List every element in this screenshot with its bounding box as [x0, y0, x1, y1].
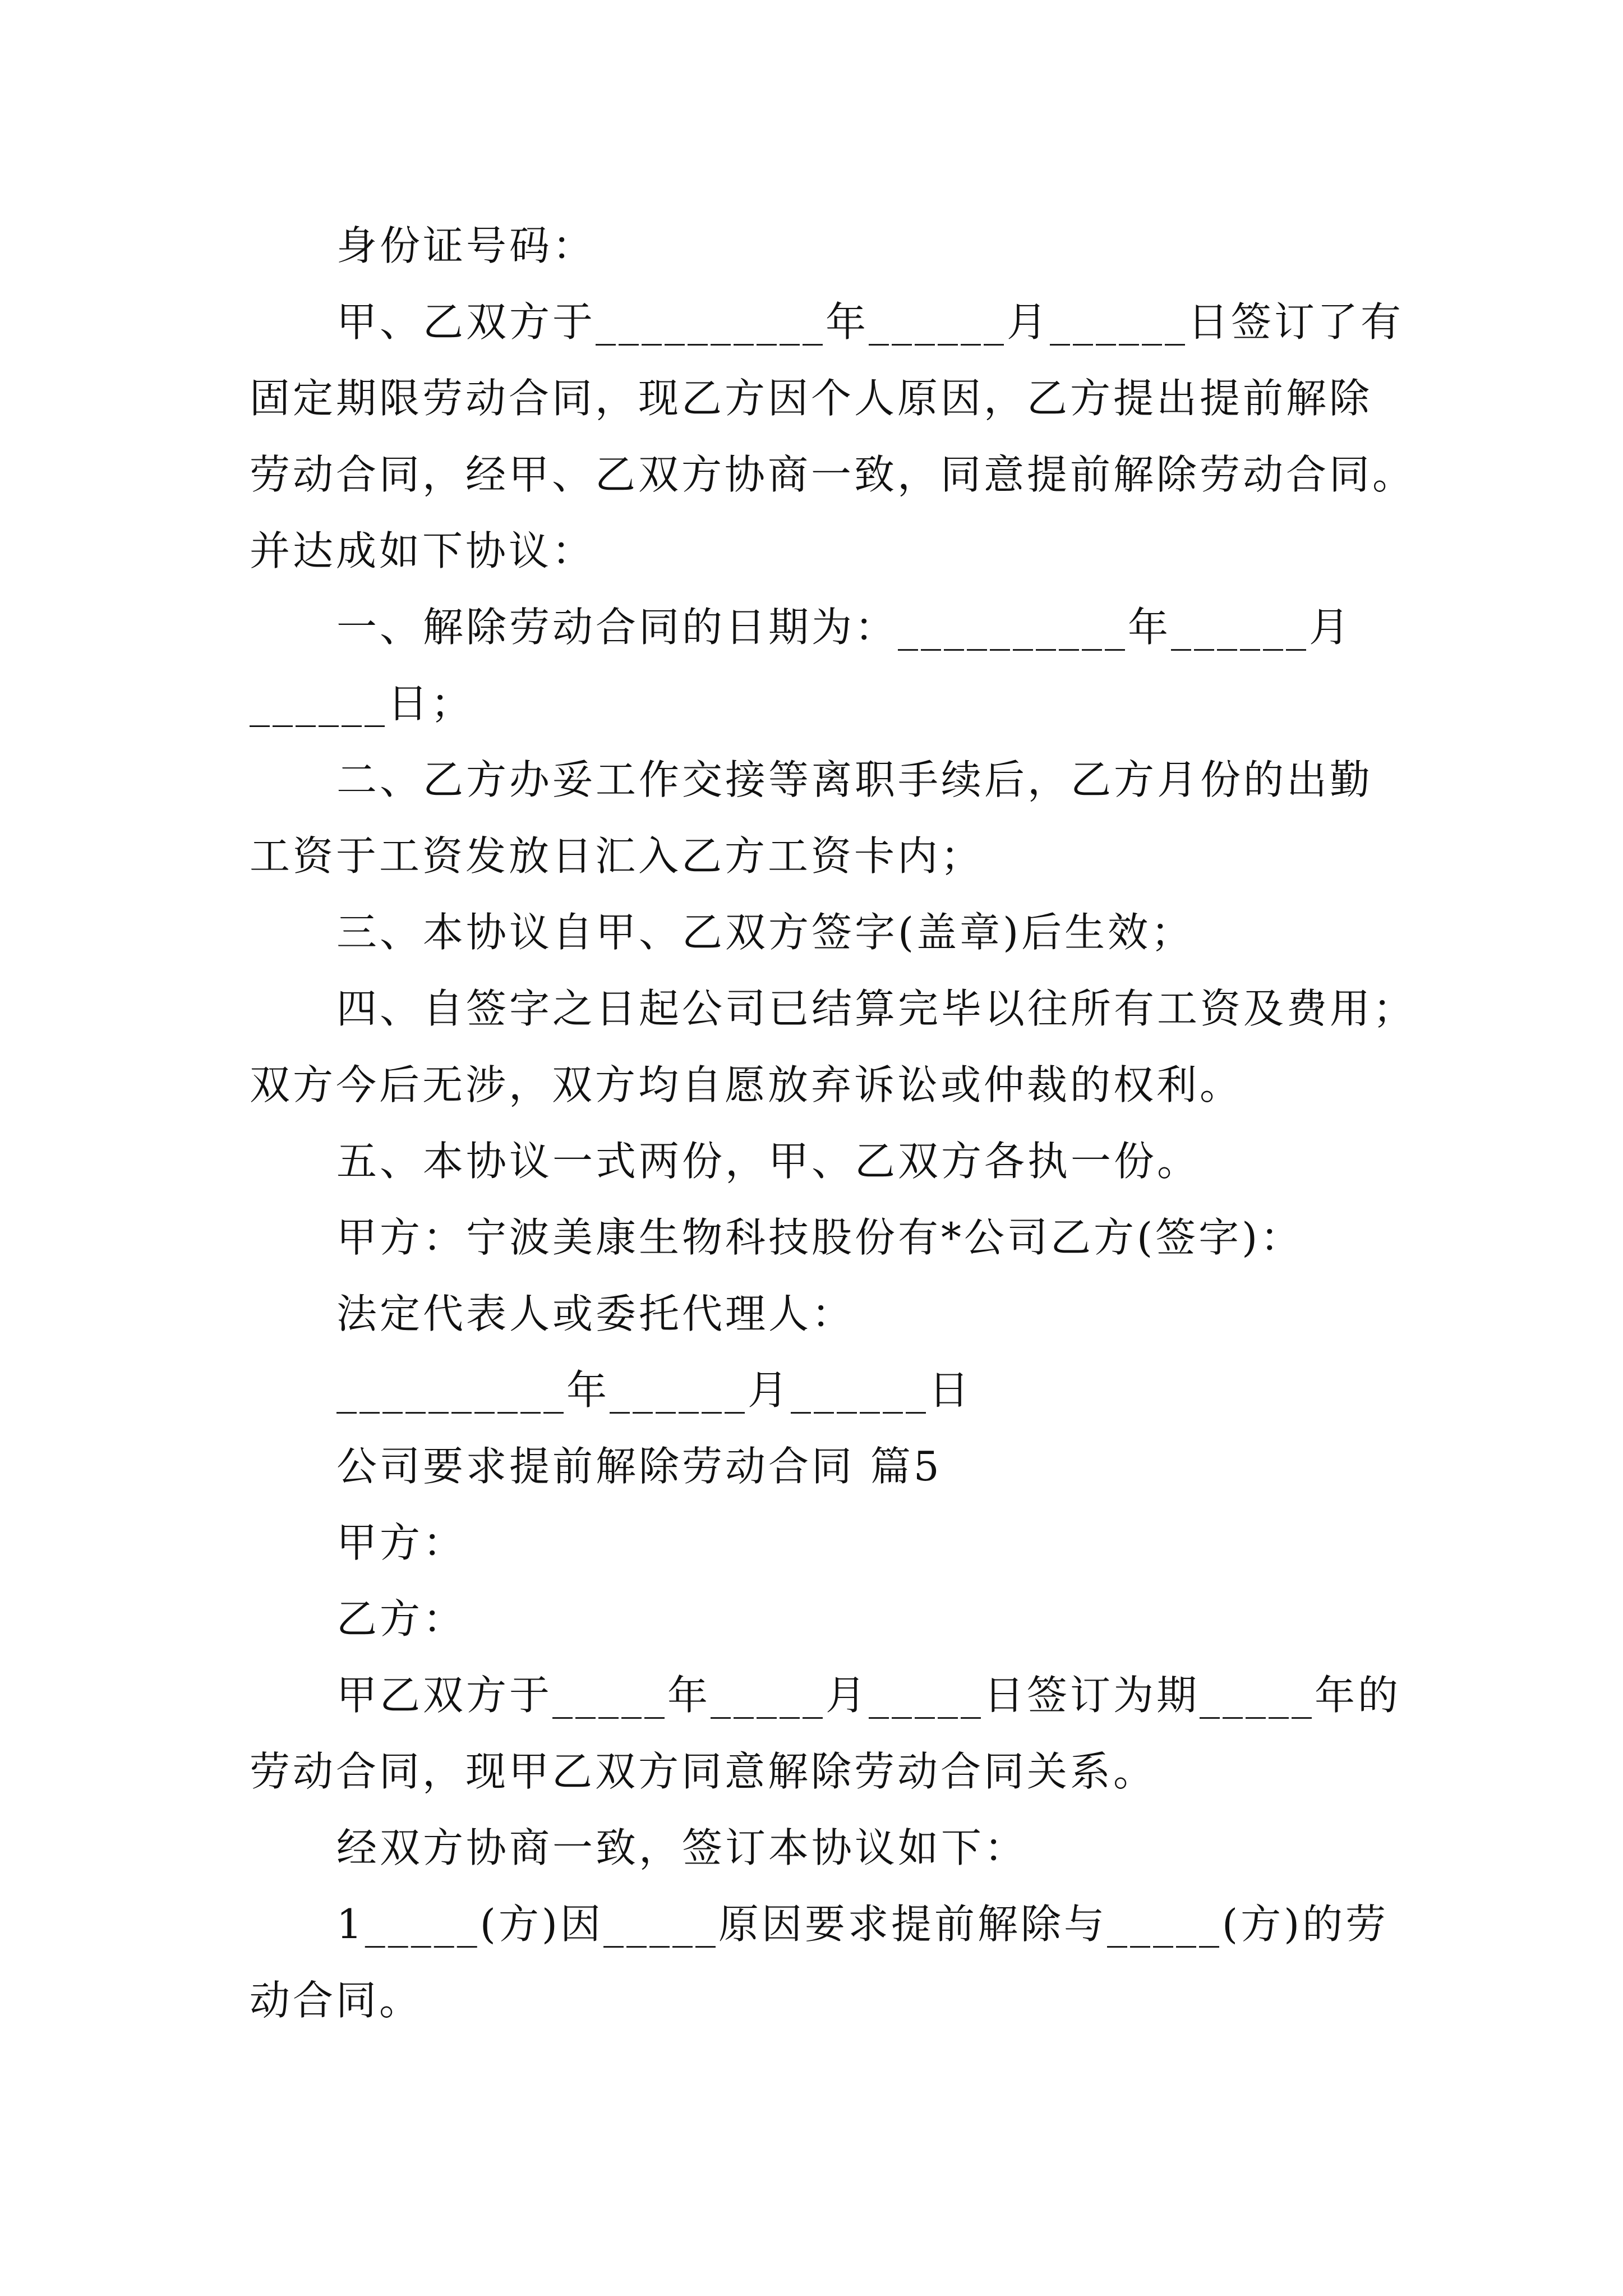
id-number-label: 身份证号码： — [336, 222, 596, 269]
clause-2-cont: 工资于工资发放日汇入乙方工资卡内； — [250, 832, 984, 880]
para-agreement-intro: 经双方协商一致，签订本协议如下： — [336, 1824, 1028, 1871]
para-contract-term: 甲乙双方于_____年_____月_____日签订为期_____年的 — [336, 1672, 1401, 1719]
party-b-label: 乙方： — [336, 1595, 467, 1642]
clause-3: 三、本协议自甲、乙双方签字(盖章)后生效； — [336, 909, 1195, 956]
signature-date: __________年______月______日 — [336, 1366, 972, 1414]
legal-representative: 法定代表人或委托代理人： — [336, 1290, 855, 1337]
item-1-cont: 动合同。 — [250, 1977, 423, 2024]
clause-4-cont: 双方今后无涉，双方均自愿放弃诉讼或仲裁的权利。 — [250, 1061, 1243, 1108]
para-sign-date-cont-1: 固定期限劳动合同，现乙方因个人原因，乙方提出提前解除 — [250, 375, 1373, 422]
party-a-label: 甲方： — [336, 1519, 467, 1566]
party-a-signature: 甲方：宁波美康生物科技股份有*公司乙方(签字)： — [336, 1214, 1304, 1261]
para-sign-date-cont-3: 并达成如下协议： — [250, 527, 596, 574]
clause-4: 四、自签字之日起公司已结算完毕以往所有工资及费用； — [336, 985, 1417, 1032]
para-sign-date: 甲、乙双方于__________年______月______日签订了有 — [336, 298, 1404, 346]
section-title: 公司要求提前解除劳动合同 篇5 — [336, 1443, 942, 1490]
clause-2: 二、乙方办妥工作交接等离职手续后，乙方月份的出勤 — [336, 756, 1373, 803]
clause-1-cont: ______日； — [250, 680, 474, 727]
clause-5: 五、本协议一式两份，甲、乙双方各执一份。 — [336, 1138, 1201, 1185]
para-sign-date-cont-2: 劳动合同，经甲、乙双方协商一致，同意提前解除劳动合同。 — [250, 451, 1416, 498]
para-contract-term-cont: 劳动合同，现甲乙双方同意解除劳动合同关系。 — [250, 1748, 1157, 1795]
clause-1: 一、解除劳动合同的日期为：__________年______月 — [336, 604, 1353, 651]
item-1: 1_____(方)因_____原因要求提前解除与_____(方)的劳 — [336, 1901, 1389, 1948]
